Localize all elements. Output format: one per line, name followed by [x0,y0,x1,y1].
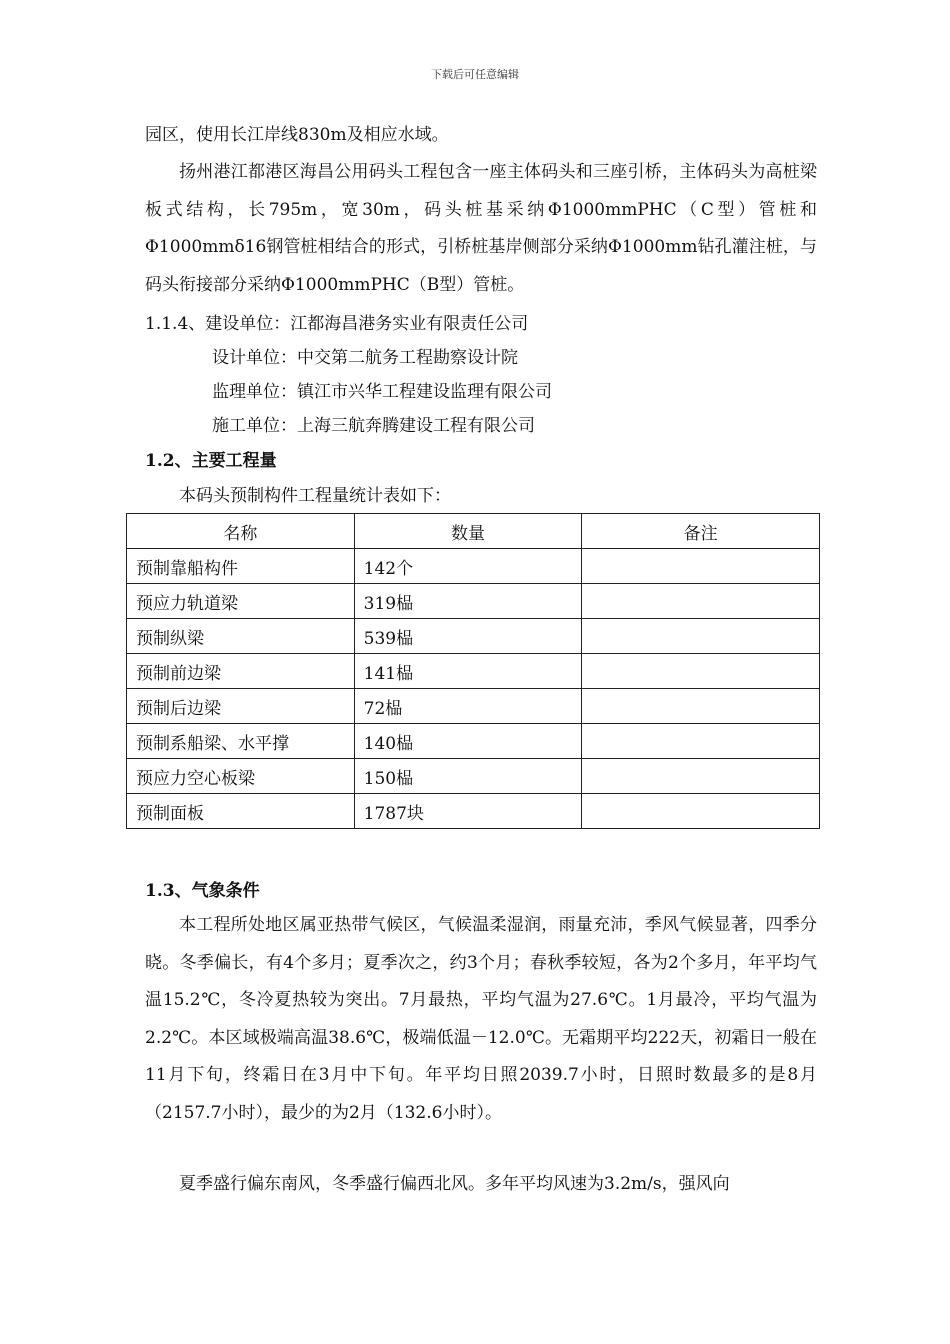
row-quantity: 1787块 [354,794,582,829]
weather-paragraph-1: 本工程所处地区属亚热带气候区，气候温柔湿润，雨量充沛，季风气候显著，四季分晓。冬季偏长，有4个多月；夏季次之，约3个月；春秋季较短，各为2个多月，年平均气温15.2℃，冬冷夏热较为突出。7月最热，平均气温为27.6℃。1月最冷，平均气温为2.2℃。本区域极端高温38.6℃，极端低温－12.0℃。无霜期平均222天，初霜日一般在11月下旬，终霜日在3月中下旬。年平均日照2039.7小时，日照时数最多的是8月（2157.7小时），最少的为2月（132.6小时）。 [145,915,817,1123]
table-row [127,584,820,619]
row-name: 预制系船梁、水平撑 [127,724,355,759]
row-name: 预制靠船构件 [127,549,355,584]
design-unit: 设计单位：中交第二航务工程勘察设计院 [212,348,518,368]
table-row [127,794,820,829]
table-row [127,549,820,584]
section-heading-quantities: 1.2、主要工程量 [145,451,277,471]
table-row [127,689,820,724]
row-name: 预应力轨道梁 [127,584,355,619]
intro-line1: 园区，使用长江岸线830m及相应水域。 [145,125,449,145]
header-note: 下载后可任意编辑 [431,68,519,81]
row-quantity: 539榀 [354,619,582,654]
intro-paragraph: 扬州港江都港区海昌公用码头工程包含一座主体码头和三座引桥，主体码头为高桩梁板式结构，长795m，宽30m，码头桩基采纳Φ1000mmPHC（C型）管桩和Φ1000mmδ16钢管桩相结合的形式，引桥桩基岸侧部分采纳Φ1000mm钻孔灌注桩，与码头衔接部分采纳Φ1000mmPHC（B型）管桩。 [145,162,817,295]
header-quantity: 数量 [354,514,582,549]
header-remark: 备注 [582,514,820,549]
table-row [127,654,820,689]
quantity-table [126,513,820,829]
row-remark [582,724,820,759]
supervision-unit: 监理单位：镇江市兴华工程建设监理有限公司 [212,382,552,402]
section-heading-weather: 1.3、气象条件 [145,881,260,901]
row-remark [582,759,820,794]
row-remark [582,584,820,619]
row-remark [582,619,820,654]
row-quantity: 72榀 [354,689,582,724]
row-name: 预应力空心板梁 [127,759,355,794]
row-quantity: 150榀 [354,759,582,794]
table-header-row [127,514,820,549]
contractor-unit: 施工单位：上海三航奔腾建设工程有限公司 [212,416,535,436]
row-quantity: 142个 [354,549,582,584]
row-remark [582,794,820,829]
row-name: 预制面板 [127,794,355,829]
row-remark [582,549,820,584]
weather-paragraph-2: 夏季盛行偏东南风，冬季盛行偏西北风。多年平均风速为3.2m/s，强风向 [179,1174,730,1194]
table-intro: 本码头预制构件工程量统计表如下： [179,486,451,506]
row-name: 预制前边梁 [127,654,355,689]
row-remark [582,689,820,724]
construction-unit: 1.1.4、建设单位：江都海昌港务实业有限责任公司 [145,314,529,334]
table-row [127,724,820,759]
row-quantity: 140榀 [354,724,582,759]
row-name: 预制纵梁 [127,619,355,654]
table-row [127,759,820,794]
header-name: 名称 [127,514,355,549]
row-remark [582,654,820,689]
row-quantity: 141榀 [354,654,582,689]
table-row [127,619,820,654]
row-quantity: 319榀 [354,584,582,619]
row-name: 预制后边梁 [127,689,355,724]
